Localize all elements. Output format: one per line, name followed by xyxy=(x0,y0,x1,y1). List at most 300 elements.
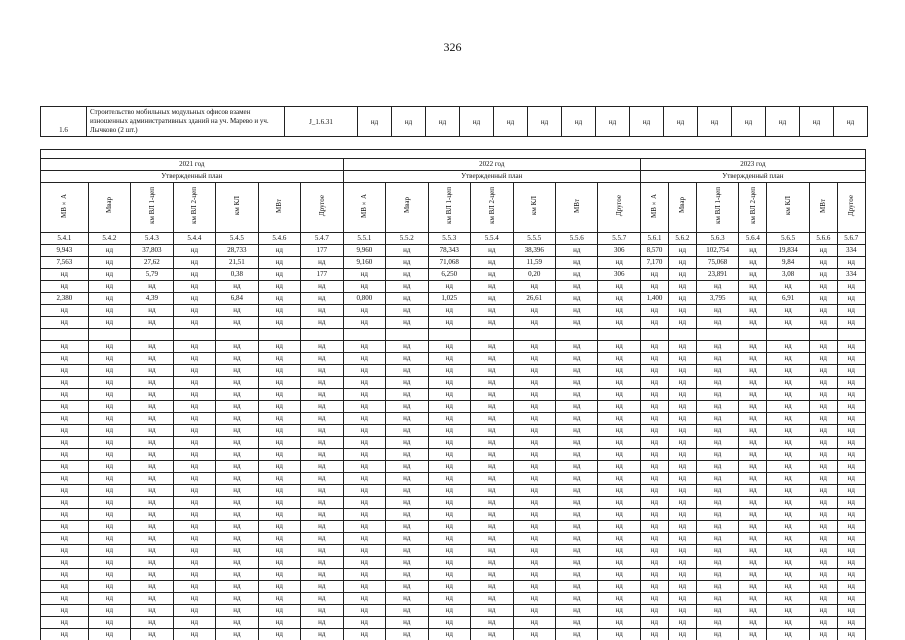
table-cell: нд xyxy=(640,581,668,593)
table-cell: нд xyxy=(173,281,215,293)
table-cell: нд xyxy=(739,425,767,437)
table-cell: нд xyxy=(471,485,513,497)
table-cell: нд xyxy=(343,485,385,497)
table-cell: нд xyxy=(556,305,598,317)
table-cell: нд xyxy=(41,449,89,461)
table-cell: нд xyxy=(428,581,470,593)
table-cell: нд xyxy=(173,293,215,305)
table-cell: нд xyxy=(301,389,343,401)
project-value-cell: нд xyxy=(358,107,392,137)
column-header xyxy=(696,183,738,233)
table-cell: нд xyxy=(739,317,767,329)
table-cell: нд xyxy=(41,509,89,521)
column-header xyxy=(131,183,173,233)
table-cell: нд xyxy=(41,521,89,533)
table-cell: нд xyxy=(640,365,668,377)
table-cell: нд xyxy=(556,497,598,509)
table-cell: нд xyxy=(471,257,513,269)
table-cell: нд xyxy=(343,629,385,640)
table-cell: нд xyxy=(428,497,470,509)
table-row xyxy=(41,473,866,485)
table-cell: нд xyxy=(598,341,640,353)
table-cell: нд xyxy=(471,605,513,617)
plan-header-row xyxy=(41,171,866,183)
table-cell: нд xyxy=(301,461,343,473)
column-header-label: Мвар xyxy=(402,197,411,214)
table-cell: 2,380 xyxy=(41,293,89,305)
table-cell: нд xyxy=(471,341,513,353)
table-cell: нд xyxy=(258,629,300,640)
column-header-label: км ВЛ 1-цеп xyxy=(445,187,454,224)
table-cell: нд xyxy=(767,497,809,509)
table-cell: нд xyxy=(343,305,385,317)
table-cell: нд xyxy=(513,581,555,593)
project-value-cell: нд xyxy=(562,107,596,137)
table-cell: нд xyxy=(513,605,555,617)
table-cell: нд xyxy=(696,569,738,581)
table-cell: нд xyxy=(696,605,738,617)
table-cell: нд xyxy=(696,485,738,497)
table-cell: нд xyxy=(88,281,130,293)
table-cell: нд xyxy=(696,401,738,413)
column-header-label: км ВЛ 2-цеп xyxy=(487,187,496,224)
table-cell: нд xyxy=(640,353,668,365)
table-cell: 78,343 xyxy=(428,245,470,257)
table-cell: нд xyxy=(809,521,837,533)
table-row xyxy=(41,581,866,593)
table-cell: нд xyxy=(173,593,215,605)
table-cell: нд xyxy=(767,557,809,569)
table-cell: нд xyxy=(258,485,300,497)
column-header xyxy=(428,183,470,233)
table-cell: нд xyxy=(216,377,258,389)
table-cell: 334 xyxy=(837,245,865,257)
table-cell: нд xyxy=(173,557,215,569)
table-cell: нд xyxy=(428,545,470,557)
table-cell xyxy=(216,329,258,341)
table-cell: 75,068 xyxy=(696,257,738,269)
table-cell: нд xyxy=(173,449,215,461)
table-cell: нд xyxy=(88,305,130,317)
table-cell: нд xyxy=(428,569,470,581)
table-cell: нд xyxy=(640,425,668,437)
table-cell: нд xyxy=(216,497,258,509)
table-cell xyxy=(696,329,738,341)
table-cell: нд xyxy=(41,569,89,581)
table-cell: нд xyxy=(216,509,258,521)
table-cell: нд xyxy=(556,293,598,305)
table-cell xyxy=(809,329,837,341)
table-cell: нд xyxy=(386,545,428,557)
table-cell: нд xyxy=(556,377,598,389)
table-cell: нд xyxy=(386,497,428,509)
table-cell: нд xyxy=(767,425,809,437)
table-cell: нд xyxy=(739,509,767,521)
table-cell: нд xyxy=(556,473,598,485)
table-cell: нд xyxy=(258,509,300,521)
table-cell: нд xyxy=(216,437,258,449)
table-cell: нд xyxy=(471,461,513,473)
column-code: 5.6.6 xyxy=(809,233,837,245)
table-cell: нд xyxy=(131,401,173,413)
table-row xyxy=(41,389,866,401)
table-cell: нд xyxy=(258,353,300,365)
column-header xyxy=(471,183,513,233)
table-cell: нд xyxy=(428,557,470,569)
table-cell: нд xyxy=(739,569,767,581)
table-cell: нд xyxy=(809,545,837,557)
plan-2023-header: Утвержденный план xyxy=(640,171,865,183)
table-cell: нд xyxy=(837,509,865,521)
table-cell: нд xyxy=(739,437,767,449)
table-cell: нд xyxy=(386,509,428,521)
column-header-label: МВ×А xyxy=(360,193,369,218)
table-cell: нд xyxy=(471,629,513,640)
table-cell: нд xyxy=(301,401,343,413)
table-row xyxy=(41,341,866,353)
table-cell: нд xyxy=(809,269,837,281)
table-cell: нд xyxy=(668,629,696,640)
table-cell: нд xyxy=(809,389,837,401)
table-cell: нд xyxy=(428,437,470,449)
table-cell: нд xyxy=(216,461,258,473)
table-cell: нд xyxy=(739,365,767,377)
table-cell: нд xyxy=(428,473,470,485)
table-cell: нд xyxy=(513,389,555,401)
table-cell: нд xyxy=(301,365,343,377)
table-cell: нд xyxy=(739,593,767,605)
table-cell: 177 xyxy=(301,245,343,257)
table-cell: нд xyxy=(216,581,258,593)
table-cell: нд xyxy=(386,581,428,593)
table-cell: нд xyxy=(837,593,865,605)
table-cell: нд xyxy=(258,401,300,413)
table-cell: нд xyxy=(739,281,767,293)
table-cell: нд xyxy=(767,629,809,640)
table-cell: нд xyxy=(668,593,696,605)
table-row xyxy=(41,377,866,389)
table-cell: нд xyxy=(386,557,428,569)
table-cell: нд xyxy=(471,593,513,605)
table-cell: нд xyxy=(471,473,513,485)
table-cell: нд xyxy=(386,485,428,497)
table-cell: нд xyxy=(131,581,173,593)
table-cell: нд xyxy=(131,629,173,640)
table-cell: нд xyxy=(131,473,173,485)
table-cell: нд xyxy=(837,545,865,557)
table-cell: нд xyxy=(216,617,258,629)
table-cell: нд xyxy=(173,461,215,473)
column-code: 5.6.1 xyxy=(640,233,668,245)
project-value-cell: нд xyxy=(528,107,562,137)
table-cell: нд xyxy=(173,377,215,389)
table-cell: нд xyxy=(767,581,809,593)
column-header xyxy=(739,183,767,233)
table-cell: нд xyxy=(301,437,343,449)
table-cell: нд xyxy=(173,437,215,449)
column-code: 5.5.3 xyxy=(428,233,470,245)
table-cell: нд xyxy=(513,317,555,329)
table-cell: нд xyxy=(513,365,555,377)
table-cell: нд xyxy=(556,545,598,557)
table-cell: нд xyxy=(556,341,598,353)
table-cell: нд xyxy=(556,569,598,581)
table-cell: нд xyxy=(131,545,173,557)
table-cell: нд xyxy=(739,485,767,497)
table-cell: нд xyxy=(837,341,865,353)
table-cell: нд xyxy=(598,401,640,413)
table-cell: нд xyxy=(837,281,865,293)
table-cell: нд xyxy=(88,437,130,449)
table-cell: нд xyxy=(598,461,640,473)
table-cell: 6,91 xyxy=(767,293,809,305)
table-cell: нд xyxy=(809,629,837,640)
table-cell: нд xyxy=(809,425,837,437)
table-cell: нд xyxy=(739,293,767,305)
table-cell: нд xyxy=(668,617,696,629)
table-cell: нд xyxy=(301,629,343,640)
table-cell: нд xyxy=(301,593,343,605)
table-cell: нд xyxy=(343,461,385,473)
table-cell: нд xyxy=(598,365,640,377)
table-cell: нд xyxy=(809,413,837,425)
table-cell: нд xyxy=(216,521,258,533)
table-cell: нд xyxy=(88,509,130,521)
table-cell: нд xyxy=(173,569,215,581)
table-cell: нд xyxy=(556,485,598,497)
table-cell: нд xyxy=(173,617,215,629)
table-cell: нд xyxy=(131,413,173,425)
table-cell: нд xyxy=(173,497,215,509)
table-cell: нд xyxy=(513,305,555,317)
column-header xyxy=(598,183,640,233)
table-cell: нд xyxy=(696,389,738,401)
table-cell xyxy=(837,329,865,341)
table-cell: нд xyxy=(258,497,300,509)
table-row xyxy=(41,545,866,557)
table-cell: нд xyxy=(809,377,837,389)
table-cell: нд xyxy=(668,437,696,449)
table-cell: нд xyxy=(668,401,696,413)
table-cell: нд xyxy=(301,521,343,533)
table-cell: нд xyxy=(173,629,215,640)
table-cell: нд xyxy=(471,521,513,533)
column-code: 5.5.2 xyxy=(386,233,428,245)
table-cell: 0,800 xyxy=(343,293,385,305)
table-cell: нд xyxy=(386,605,428,617)
table-cell: нд xyxy=(41,305,89,317)
table-cell: нд xyxy=(739,461,767,473)
table-cell: нд xyxy=(471,293,513,305)
table-cell: нд xyxy=(88,365,130,377)
table-cell: нд xyxy=(343,605,385,617)
table-cell: нд xyxy=(428,425,470,437)
table-cell: нд xyxy=(216,305,258,317)
column-code: 5.6.3 xyxy=(696,233,738,245)
table-cell: нд xyxy=(513,473,555,485)
table-cell: нд xyxy=(386,317,428,329)
table-cell: нд xyxy=(696,593,738,605)
table-cell: 23,891 xyxy=(696,269,738,281)
table-cell: нд xyxy=(837,293,865,305)
table-cell: нд xyxy=(598,353,640,365)
table-cell: нд xyxy=(173,365,215,377)
table-cell: 37,803 xyxy=(131,245,173,257)
table-cell: нд xyxy=(343,581,385,593)
table-cell: нд xyxy=(767,281,809,293)
table-cell: 1,400 xyxy=(640,293,668,305)
table-cell: нд xyxy=(837,605,865,617)
table-cell: нд xyxy=(173,353,215,365)
table-cell: нд xyxy=(41,341,89,353)
table-cell: нд xyxy=(513,353,555,365)
column-header-label: км ВЛ 2-цеп xyxy=(748,187,757,224)
table-cell: нд xyxy=(216,545,258,557)
table-cell: нд xyxy=(428,365,470,377)
table-cell: нд xyxy=(809,317,837,329)
table-cell: нд xyxy=(809,245,837,257)
column-code: 5.5.7 xyxy=(598,233,640,245)
table-cell: нд xyxy=(696,281,738,293)
table-cell: нд xyxy=(88,605,130,617)
table-cell: нд xyxy=(131,557,173,569)
table-cell: нд xyxy=(767,389,809,401)
table-cell: нд xyxy=(598,377,640,389)
table-cell: нд xyxy=(809,485,837,497)
table-cell: нд xyxy=(173,269,215,281)
table-cell: нд xyxy=(131,365,173,377)
table-cell: нд xyxy=(301,449,343,461)
table-cell: нд xyxy=(41,353,89,365)
project-value-cell: нд xyxy=(834,107,868,137)
table-row xyxy=(41,533,866,545)
table-cell: нд xyxy=(258,569,300,581)
table-cell: нд xyxy=(809,341,837,353)
table-cell: нд xyxy=(88,569,130,581)
table-cell: нд xyxy=(301,425,343,437)
table-cell: 26,61 xyxy=(513,293,555,305)
table-cell: нд xyxy=(739,269,767,281)
table-cell: нд xyxy=(767,305,809,317)
table-cell: нд xyxy=(258,461,300,473)
table-cell: нд xyxy=(258,605,300,617)
table-cell: нд xyxy=(428,617,470,629)
table-cell: нд xyxy=(471,569,513,581)
table-cell: нд xyxy=(301,413,343,425)
table-cell: нд xyxy=(739,581,767,593)
table-cell: 38,396 xyxy=(513,245,555,257)
table-row xyxy=(41,485,866,497)
table-cell: нд xyxy=(216,629,258,640)
table-cell: нд xyxy=(301,545,343,557)
table-cell: нд xyxy=(173,581,215,593)
column-header xyxy=(640,183,668,233)
column-header-label: км КЛ xyxy=(530,196,539,215)
table-cell: 27,62 xyxy=(131,257,173,269)
table-cell: нд xyxy=(767,365,809,377)
table-cell: нд xyxy=(837,473,865,485)
column-header-label: Другое xyxy=(847,194,856,217)
table-cell: нд xyxy=(216,605,258,617)
table-cell: 334 xyxy=(837,269,865,281)
table-cell: нд xyxy=(556,257,598,269)
table-cell: нд xyxy=(258,425,300,437)
table-cell: нд xyxy=(668,485,696,497)
table-cell: нд xyxy=(428,389,470,401)
table-cell: 71,068 xyxy=(428,257,470,269)
table-cell: нд xyxy=(258,473,300,485)
table-cell: нд xyxy=(767,317,809,329)
table-cell: нд xyxy=(258,317,300,329)
table-cell: 6,84 xyxy=(216,293,258,305)
table-cell: 8,570 xyxy=(640,245,668,257)
table-cell: нд xyxy=(598,305,640,317)
table-cell: нд xyxy=(668,425,696,437)
column-header-label: км ВЛ 1-цеп xyxy=(147,187,156,224)
table-cell: нд xyxy=(739,629,767,640)
table-cell: нд xyxy=(696,341,738,353)
column-header xyxy=(767,183,809,233)
table-cell: нд xyxy=(428,317,470,329)
table-cell: нд xyxy=(513,341,555,353)
column-code: 5.4.7 xyxy=(301,233,343,245)
table-cell: нд xyxy=(88,353,130,365)
table-cell: нд xyxy=(131,389,173,401)
table-cell: нд xyxy=(41,413,89,425)
table-cell: нд xyxy=(131,425,173,437)
table-cell: нд xyxy=(837,497,865,509)
column-header-label: МВ×А xyxy=(60,193,69,218)
table-cell: нд xyxy=(258,533,300,545)
table-cell: нд xyxy=(173,413,215,425)
table-cell: нд xyxy=(343,377,385,389)
table-cell: нд xyxy=(739,413,767,425)
table-cell: нд xyxy=(696,353,738,365)
table-cell: нд xyxy=(301,257,343,269)
table-cell: нд xyxy=(739,557,767,569)
column-header xyxy=(809,183,837,233)
table-cell: нд xyxy=(598,605,640,617)
table-cell: нд xyxy=(640,521,668,533)
table-cell: нд xyxy=(739,605,767,617)
table-cell: нд xyxy=(258,557,300,569)
table-cell: нд xyxy=(767,485,809,497)
table-cell: нд xyxy=(301,293,343,305)
table-row xyxy=(41,365,866,377)
table-cell: нд xyxy=(556,401,598,413)
table-cell: нд xyxy=(668,509,696,521)
table-cell: нд xyxy=(471,269,513,281)
table-cell: нд xyxy=(513,533,555,545)
table-cell: нд xyxy=(640,533,668,545)
column-header-label: МВт xyxy=(819,198,828,213)
project-value-cell: нд xyxy=(698,107,732,137)
table-cell: нд xyxy=(696,305,738,317)
table-cell: нд xyxy=(216,281,258,293)
table-cell: нд xyxy=(88,341,130,353)
project-value-cell: нд xyxy=(664,107,698,137)
table-cell: нд xyxy=(696,521,738,533)
table-cell: нд xyxy=(131,521,173,533)
table-cell: нд xyxy=(767,533,809,545)
table-cell: нд xyxy=(668,461,696,473)
table-cell: нд xyxy=(739,377,767,389)
table-row xyxy=(41,317,866,329)
table-cell: 102,754 xyxy=(696,245,738,257)
table-cell: нд xyxy=(41,485,89,497)
table-cell xyxy=(767,329,809,341)
table-cell: нд xyxy=(809,605,837,617)
